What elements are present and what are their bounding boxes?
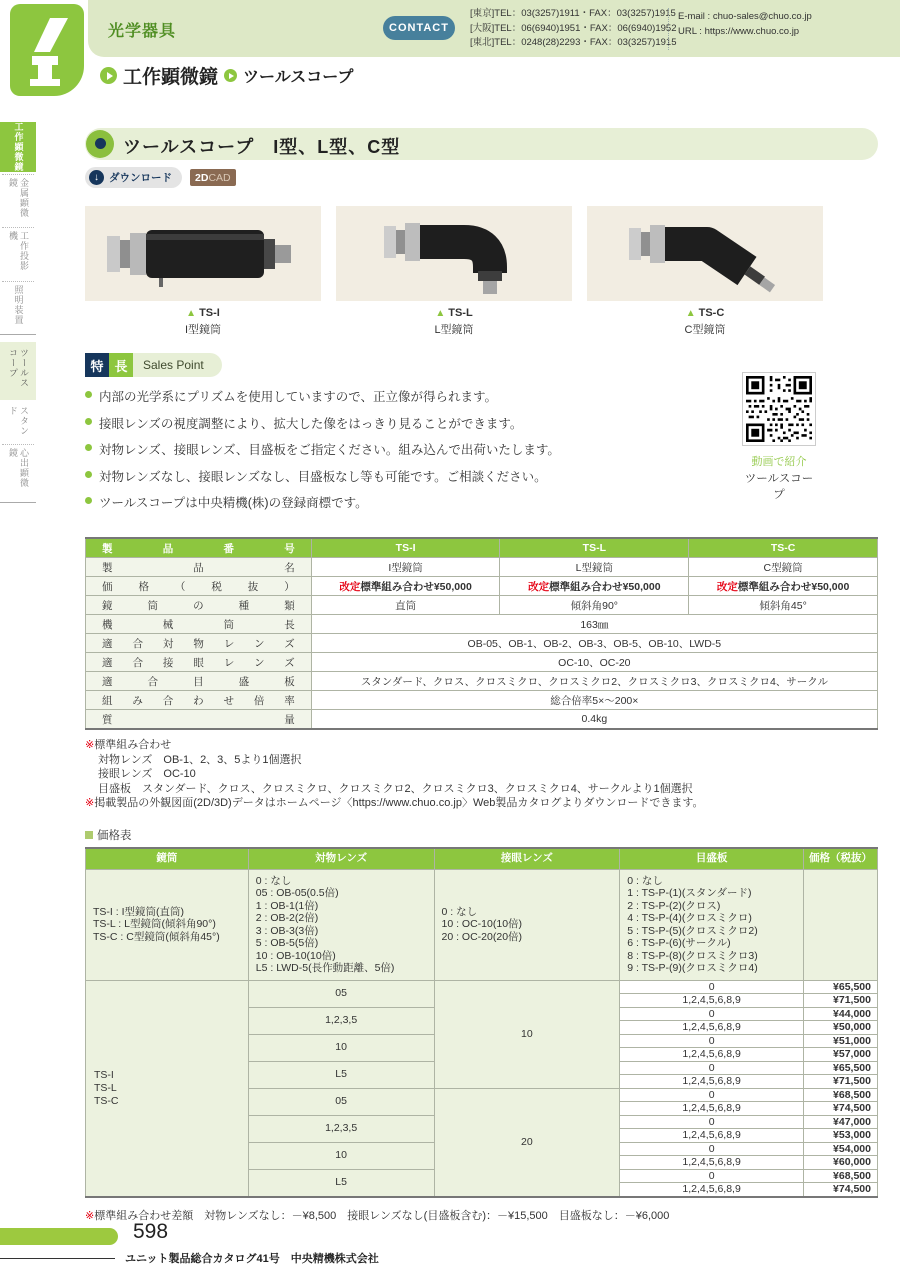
sidebar-separator xyxy=(2,227,34,228)
cad-badge[interactable] xyxy=(190,169,236,186)
reticle-cell: 0 xyxy=(620,1169,804,1183)
row-label: 適合接眼レンズ xyxy=(86,653,312,672)
objective-cell: 1,2,3,5 xyxy=(248,1007,434,1034)
row-label: 組み合わせ倍率 xyxy=(86,691,312,710)
table-row xyxy=(86,653,878,672)
cell: 改定標準組み合わせ¥50,000 xyxy=(500,577,689,596)
price-cell: ¥74,500 xyxy=(804,1183,878,1197)
triangle-icon: ▲ xyxy=(435,308,446,319)
price-cell: ¥57,000 xyxy=(804,1048,878,1062)
reticle-cell: 1,2,4,5,6,8,9 xyxy=(620,1048,804,1062)
price-diff-note: ※標準組み合わせ差額 対物レンズなし：－¥8,500 接眼レンズなし(目盛板含む)：－¥15,500 目盛板なし：－¥6,000 xyxy=(85,1209,670,1222)
price-cell: ¥50,000 xyxy=(804,1021,878,1035)
cad-2d-label: 2D xyxy=(195,171,209,184)
cell: 改定標準組み合わせ¥50,000 xyxy=(689,577,878,596)
spec-header-label: 製品番号 xyxy=(86,538,312,558)
price-cell: ¥51,000 xyxy=(804,1034,878,1048)
row-label: 機械筒長 xyxy=(86,615,312,634)
ts-i-photo xyxy=(85,206,321,301)
cell: 0.4kg xyxy=(311,710,877,730)
sidebar-item-kosaku-kenbikyo[interactable] xyxy=(0,122,36,172)
sidebar-label: ツールスコープ xyxy=(8,348,29,388)
cell: OB-05、OB-1、OB-2、OB-3、OB-5、OB-10、LWD-5 xyxy=(311,634,877,653)
bullet-icon xyxy=(85,471,92,478)
price-cell: ¥68,500 xyxy=(804,1169,878,1183)
product-cards xyxy=(85,206,878,337)
logo-icon xyxy=(10,4,84,96)
table-row xyxy=(86,558,878,577)
company-logo xyxy=(10,4,84,96)
bullet-icon xyxy=(85,418,92,425)
objective-cell: L5 xyxy=(248,1061,434,1088)
revised-tag: 改定 xyxy=(528,580,550,593)
price-cell: ¥65,500 xyxy=(804,1061,878,1075)
barrel-cell: TS-I TS-L TS-C xyxy=(86,980,249,1197)
cell: OC-10、OC-20 xyxy=(311,653,877,672)
row-label: 適合目盛板 xyxy=(86,672,312,691)
table-row xyxy=(86,596,878,615)
reticle-cell: 1,2,4,5,6,8,9 xyxy=(620,1021,804,1035)
sidebar-separator xyxy=(2,281,34,282)
bullet-icon xyxy=(85,391,92,398)
col-header: 価格（税抜） xyxy=(804,848,878,870)
product-name: C型鏡筒 xyxy=(684,324,726,336)
table-row xyxy=(86,672,878,691)
price-cell: ¥68,500 xyxy=(804,1088,878,1102)
phone-osaka: [大阪]TEL：06(6940)1951・FAX：06(6940)1952 xyxy=(470,22,677,34)
row-label: 製品名 xyxy=(86,558,312,577)
reticle-cell: 1,2,4,5,6,8,9 xyxy=(620,1075,804,1089)
triangle-icon: ▲ xyxy=(186,308,197,319)
revised-tag: 改定 xyxy=(716,580,738,593)
qr-caption: ツールスコープ xyxy=(744,473,814,501)
bullet-icon xyxy=(85,497,92,504)
sidebar-item-shindashi-kenbikyo[interactable] xyxy=(0,448,36,496)
breadcrumb-primary[interactable]: 工作顕微鏡 xyxy=(123,67,219,88)
notes-block xyxy=(85,738,878,811)
row-label: 鏡筒の種類 xyxy=(86,596,312,615)
sidebar-label: 照明装置 xyxy=(13,285,24,325)
page-title: ツールスコープ I型、L型、C型 xyxy=(123,137,401,157)
category-label: 光学器具 xyxy=(108,23,177,40)
reticle-cell: 0 xyxy=(620,980,804,994)
note-line: ※標準組み合わせ xyxy=(85,739,172,751)
price-cell: ¥53,000 xyxy=(804,1129,878,1143)
download-label: ダウンロード xyxy=(109,172,172,184)
objective-cell: 10 xyxy=(248,1142,434,1169)
sales-point-section xyxy=(85,353,878,511)
product-card-tsi xyxy=(85,206,321,337)
col-header: 対物レンズ xyxy=(248,848,434,870)
footer-rule xyxy=(0,1258,115,1259)
list-item: ツールスコープは中央精機(株)の登録商標です。 xyxy=(85,493,878,511)
sidebar-label: スタンド xyxy=(8,406,29,436)
product-code: ▲ TS-L xyxy=(435,307,473,319)
contact-web xyxy=(678,9,812,39)
product-card-tsc xyxy=(587,206,823,337)
sidebar-separator xyxy=(2,174,34,175)
breadcrumb xyxy=(100,62,353,89)
table-row xyxy=(86,615,878,634)
badge-row xyxy=(85,167,878,188)
legend-barrel: TS-I : I型鏡筒(直筒) TS-L : L型鏡筒(傾斜角90°) TS-C : C型鏡筒(傾斜角45°) xyxy=(86,869,249,980)
col-header: 鏡筒 xyxy=(86,848,249,870)
play-circle-icon xyxy=(100,67,117,84)
price-cell: ¥74,500 xyxy=(804,1102,878,1116)
reticle-cell: 1,2,4,5,6,8,9 xyxy=(620,1102,804,1116)
spec-table xyxy=(85,537,878,730)
note-line: 接眼レンズ OC-10 xyxy=(98,768,196,780)
cho-badge: 長 xyxy=(109,353,133,377)
product-card-tsl xyxy=(336,206,572,337)
contact-phones xyxy=(470,7,676,51)
reticle-cell: 0 xyxy=(620,1034,804,1048)
triangle-icon: ▲ xyxy=(685,308,696,319)
col-header: 目盛板 xyxy=(620,848,804,870)
table-header-row xyxy=(86,538,878,558)
cell: I型鏡筒 xyxy=(311,558,500,577)
ts-c-photo xyxy=(587,206,823,301)
legend-objective: 0 : なし 05 : OB-05(0.5倍) 1 : OB-1(1倍) 2 : OB-2(2倍) 3 : OB-3(3倍) 5 : OB-5(5倍) 10 : OB-10(10倍) L5 : LWD-5(長作動距離、5倍) xyxy=(248,869,434,980)
page-number-pill xyxy=(0,1228,118,1245)
cell: 163㎜ xyxy=(311,615,877,634)
sidebar-label: 心出顕微鏡 xyxy=(8,448,29,488)
table-header-row xyxy=(86,848,878,870)
table-row xyxy=(86,577,878,596)
sidebar-separator xyxy=(2,444,34,445)
main-content xyxy=(85,120,878,1223)
header-divider xyxy=(668,8,669,50)
price-cell: ¥71,500 xyxy=(804,994,878,1008)
eyepiece-cell: 20 xyxy=(434,1088,620,1197)
row-label: 価格（税抜） xyxy=(86,577,312,596)
breadcrumb-secondary[interactable]: ツールスコープ xyxy=(243,69,354,86)
reticle-cell: 0 xyxy=(620,1061,804,1075)
toku-badge: 特 xyxy=(85,353,109,377)
reticle-cell: 0 xyxy=(620,1142,804,1156)
col-header: 接眼レンズ xyxy=(434,848,620,870)
title-dot-icon xyxy=(95,138,106,149)
cell: 改定標準組み合わせ¥50,000 xyxy=(311,577,500,596)
qr-code xyxy=(743,373,815,445)
download-button[interactable] xyxy=(85,167,182,188)
reticle-cell: 0 xyxy=(620,1088,804,1102)
note-line: ※掲載製品の外観図面(2D/3D)データはホームページ〈https://www.chuo.co.jp〉Web製品カタログよりダウンロードできます。 xyxy=(85,797,704,809)
objective-cell: 1,2,3,5 xyxy=(248,1115,434,1142)
spec-header-tsl: TS-L xyxy=(500,538,689,558)
spec-header-tsi: TS-I xyxy=(311,538,500,558)
note-line: 対物レンズ OB-1、2、3、5より1個選択 xyxy=(98,753,302,766)
footer-note xyxy=(0,1250,379,1266)
cell: 傾斜角90° xyxy=(500,596,689,615)
revised-tag: 改定 xyxy=(339,580,361,593)
sidebar-item-stand[interactable] xyxy=(0,406,36,442)
table-row xyxy=(86,980,878,994)
cell: C型鏡筒 xyxy=(689,558,878,577)
price-rows xyxy=(86,980,878,1197)
price-cell: ¥60,000 xyxy=(804,1156,878,1170)
legend-row xyxy=(86,869,878,980)
note-marker: ※ xyxy=(85,739,95,751)
contact-button[interactable]: CONTACT xyxy=(383,16,455,40)
spec-header-tsc: TS-C xyxy=(689,538,878,558)
bullet-icon xyxy=(85,444,92,451)
section-title-bar xyxy=(85,128,878,160)
list-item: 内部の光学系にプリズムを使用していますので、正立像が得られます。 xyxy=(85,387,878,405)
cell: L型鏡筒 xyxy=(500,558,689,577)
row-label: 適合対物レンズ xyxy=(86,634,312,653)
product-name: I型鏡筒 xyxy=(184,324,222,336)
table-row xyxy=(86,710,878,730)
objective-cell: 05 xyxy=(248,1088,434,1115)
price-cell: ¥47,000 xyxy=(804,1115,878,1129)
sidebar-label: 工作投影機 xyxy=(8,231,29,271)
reticle-cell: 1,2,4,5,6,8,9 xyxy=(620,1183,804,1197)
reticle-cell: 1,2,4,5,6,8,9 xyxy=(620,994,804,1008)
phone-tokyo: [東京]TEL：03(3257)1911・FAX：03(3257)1915 xyxy=(470,8,676,19)
legend-eyepiece: 0 : なし 10 : OC-10(10倍) 20 : OC-20(20倍) xyxy=(434,869,620,980)
note-marker: ※ xyxy=(85,797,95,809)
table-row xyxy=(86,691,878,710)
objective-cell: 10 xyxy=(248,1034,434,1061)
cell: 総合倍率5×～200× xyxy=(311,691,877,710)
ts-l-photo xyxy=(336,206,572,301)
reticle-cell: 0 xyxy=(620,1115,804,1129)
product-code: ▲ TS-I xyxy=(186,307,220,319)
sidebar-item-shomei-sochi[interactable] xyxy=(0,285,36,325)
price-cell: ¥44,000 xyxy=(804,1007,878,1021)
play-circle-small-icon xyxy=(224,69,237,82)
list-item: 対物レンズなし、接眼レンズなし、目盛板なし等も可能です。ご相談ください。 xyxy=(85,467,878,485)
objective-cell: L5 xyxy=(248,1169,434,1197)
list-item: 対物レンズ、接眼レンズ、目盛板をご指定ください。組み込んで出荷いたします。 xyxy=(85,440,878,458)
reticle-cell: 0 xyxy=(620,1007,804,1021)
qr-caption-green: 動画で紹介 xyxy=(751,456,807,468)
price-table-label: 価格表 xyxy=(85,827,878,843)
sidebar-label: 金属顕微鏡 xyxy=(8,178,29,218)
reticle-cell: 1,2,4,5,6,8,9 xyxy=(620,1129,804,1143)
note-marker: ※ xyxy=(85,1209,95,1222)
list-item: 接眼レンズの視度調整により、拡大した像をはっきり見ることができます。 xyxy=(85,414,878,432)
sidebar-divider xyxy=(0,502,36,503)
catalog-title: ユニット製品総合カタログ41号 中央精機株式会社 xyxy=(125,1253,379,1265)
email-text: E-mail : chuo-sales@chuo.co.jp xyxy=(678,11,812,22)
sales-point-label: Sales Point xyxy=(133,353,222,377)
cell: スタンダード、クロス、クロスミクロ、クロスミクロ2、クロスミクロ3、クロスミクロ4、サークル xyxy=(311,672,877,691)
sales-point-badge xyxy=(85,353,222,377)
price-cell: ¥71,500 xyxy=(804,1075,878,1089)
legend-reticle: 0 : なし 1 : TS-P-(1)(スタンダード) 2 : TS-P-(2)(クロス) 4 : TS-P-(4)(クロスミクロ) 5 : TS-P-(5)(クロスミクロ2) 6 : TS-P-(6)(サークル) 8 : TS-P-(8)(クロスミクロ3) 9 : TS-P-(9)(クロスミクロ4) xyxy=(620,869,804,980)
sidebar-item-kosaku-toeiki[interactable] xyxy=(0,231,36,277)
url-text: URL : https://www.chuo.co.jp xyxy=(678,26,800,37)
price-cell: ¥65,500 xyxy=(804,980,878,994)
price-table xyxy=(85,847,878,1198)
sidebar-label: 工作顕微鏡 xyxy=(13,122,24,172)
cell: 傾斜角45° xyxy=(689,596,878,615)
note-line: 目盛板 スタンダード、クロス、クロスミクロ、クロスミクロ2、クロスミクロ3、クロスミクロ4、サークルより1個選択 xyxy=(98,782,693,795)
phone-tohoku: [東北]TEL：0248(28)2293・FAX：03(3257)1915 xyxy=(470,37,677,48)
product-code: ▲ TS-C xyxy=(685,307,725,319)
product-name: L型鏡筒 xyxy=(434,324,474,336)
legend-price-empty xyxy=(804,869,878,980)
sidebar-item-kinzoku-kenbikyo[interactable] xyxy=(0,178,36,224)
table-row xyxy=(86,634,878,653)
cad-suffix-label: CAD xyxy=(208,171,231,184)
download-icon: ↓ xyxy=(89,170,104,185)
sidebar-divider xyxy=(0,334,36,335)
square-bullet-icon xyxy=(85,831,93,839)
cell: 直筒 xyxy=(311,596,500,615)
sidebar-item-tool-scope[interactable] xyxy=(0,342,36,400)
row-label: 質量 xyxy=(86,710,312,730)
reticle-cell: 1,2,4,5,6,8,9 xyxy=(620,1156,804,1170)
page-number: 598 xyxy=(133,1220,169,1243)
price-cell: ¥54,000 xyxy=(804,1142,878,1156)
video-qr-block xyxy=(742,373,816,502)
eyepiece-cell: 10 xyxy=(434,980,620,1088)
objective-cell: 05 xyxy=(248,980,434,1007)
